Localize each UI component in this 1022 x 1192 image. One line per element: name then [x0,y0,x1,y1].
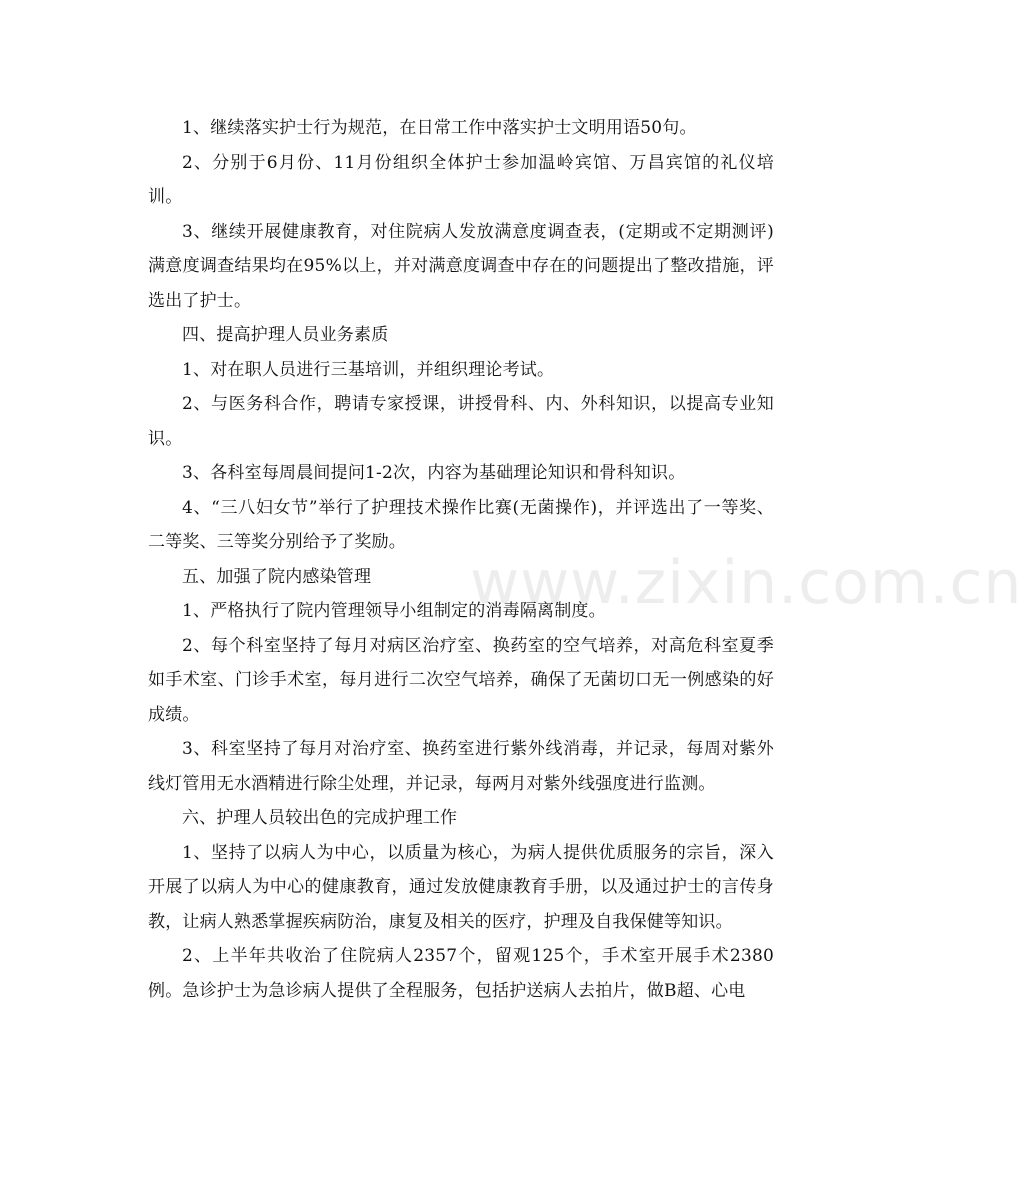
paragraph: 2、每个科室坚持了每月对病区治疗室、换药室的空气培养，对高危科室夏季如手术室、门诊手术室，每月进行二次空气培养，确保了无菌切口无一例感染的好成绩。 [148,635,774,725]
paragraph: 3、科室坚持了每月对治疗室、换药室进行紫外线消毒，并记录，每周对紫外线灯管用无水酒精进行除尘处理，并记录，每两月对紫外线强度进行监测。 [148,739,774,794]
paragraph: 2、分别于6月份、11月份组织全体护士参加温岭宾馆、万昌宾馆的礼仪培训。 [148,152,774,207]
section-heading: 四、提高护理人员业务素质 [182,325,389,345]
paragraph: 1、对在职人员进行三基培训，并组织理论考试。 [182,359,555,380]
paragraph: 2、上半年共收治了住院病人2357个，留观125个，手术室开展手术2380例。急诊护士为急诊病人提供了全程服务，包括护送病人去拍片，做B超、心电 [148,946,774,1001]
paragraph: 1、继续落实护士行为规范，在日常工作中落实护士文明用语50句。 [182,118,697,138]
paragraph: 1、严格执行了院内管理领导小组制定的消毒隔离制度。 [182,601,606,621]
paragraph: 3、继续开展健康教育，对住院病人发放满意度调查表，(定期或不定期测评)满意度调查结果均在95%以上，并对满意度调查中存在的问题提出了整改措施，评选出了护士。 [148,221,774,311]
watermark: www.zixin.com.cn [470,548,1022,618]
paragraph: 2、与医务科合作，聘请专家授课，讲授骨科、内、外科知识，以提高专业知识。 [148,394,774,449]
paragraph: 3、各科室每周晨间提问1-2次，内容为基础理论知识和骨科知识。 [182,463,686,483]
paragraph: 4、“三八妇女节”举行了护理技术操作比赛(无菌操作)，并评选出了一等奖、二等奖、三等奖分别给予了奖励。 [148,497,774,552]
paragraph: 1、坚持了以病人为中心，以质量为核心，为病人提供优质服务的宗旨，深入开展了以病人为中心的健康教育，通过发放健康教育手册，以及通过护士的言传身教，让病人熟悉掌握疾病防治，康复及相关的医疗，护理及自我保健等知识。 [148,842,774,932]
section-heading: 六、护理人员较出色的完成护理工作 [182,808,458,828]
section-heading: 五、加强了院内感染管理 [182,566,372,587]
